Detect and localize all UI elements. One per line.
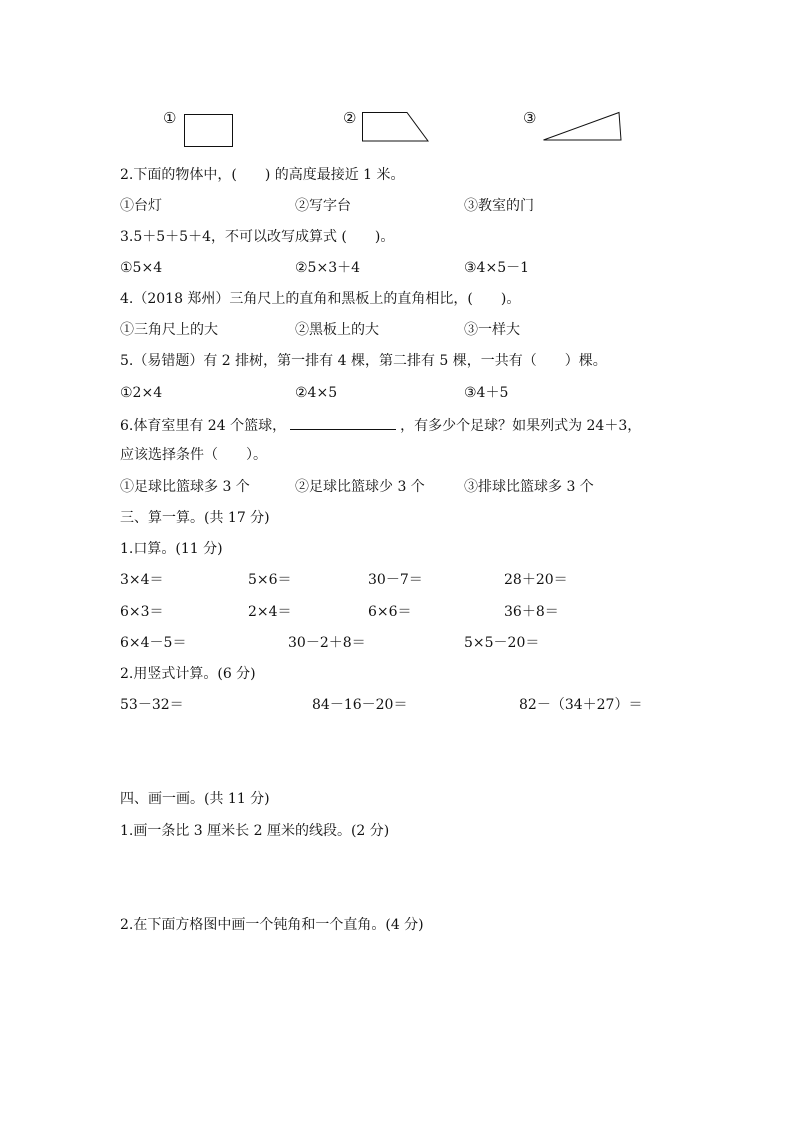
question-3-option-2: ②5×3＋4 bbox=[295, 260, 361, 276]
oral-calc-item: 3×4＝ bbox=[120, 572, 164, 588]
question-6-stem-line-2: 应该选择条件（ ）。 bbox=[120, 447, 267, 463]
question-6-stem-part-2: ，有多少个足球？如果列式为 24＋3， bbox=[400, 418, 642, 434]
shape-3-label: ③ bbox=[523, 109, 537, 127]
question-6-stem bbox=[120, 415, 641, 435]
oral-calc-item: 6×4－5＝ bbox=[120, 635, 187, 651]
question-4-option-3: ③一样大 bbox=[464, 322, 520, 338]
question-6-option-3: ③排球比篮球多 3 个 bbox=[464, 479, 594, 495]
question-6-option-2: ②足球比篮球少 3 个 bbox=[295, 479, 425, 495]
answer-blank[interactable] bbox=[290, 415, 396, 430]
shape-2-label: ② bbox=[343, 109, 357, 127]
oral-calc-item: 36＋8＝ bbox=[504, 604, 559, 620]
question-3-stem: 3.5＋5＋5＋4，不可以改写成算式 ( )。 bbox=[120, 229, 395, 245]
question-4-option-1: ①三角尺上的大 bbox=[120, 322, 218, 338]
vertical-calc-item: 82－（34＋27）＝ bbox=[519, 697, 643, 713]
draw-question-1: 1.画一条比 3 厘米长 2 厘米的线段。(2 分) bbox=[120, 823, 390, 839]
question-4-stem: 4.（2018 郑州）三角尺上的直角和黑板上的直角相比，( )。 bbox=[120, 291, 521, 307]
question-2-option-2: ②写字台 bbox=[295, 198, 351, 214]
trapezoid-shape bbox=[362, 112, 430, 142]
question-5-option-1: ①2×4 bbox=[120, 385, 163, 401]
oral-calc-item: 6×3＝ bbox=[120, 604, 164, 620]
question-4-option-2: ②黑板上的大 bbox=[295, 322, 379, 338]
oral-calc-item: 5×5－20＝ bbox=[464, 635, 540, 651]
vertical-calc-title: 2.用竖式计算。(6 分) bbox=[120, 666, 256, 682]
vertical-calc-item: 84－16－20＝ bbox=[312, 697, 408, 713]
question-2-stem: 2.下面的物体中，( ) 的高度最接近 1 米。 bbox=[120, 167, 405, 183]
question-6-option-1: ①足球比篮球多 3 个 bbox=[120, 479, 250, 495]
vertical-calc-item: 53－32＝ bbox=[120, 697, 184, 713]
section-3-title: 三、算一算。(共 17 分) bbox=[120, 510, 270, 526]
oral-calc-item: 6×6＝ bbox=[368, 604, 412, 620]
question-2-option-3: ③教室的门 bbox=[464, 198, 534, 214]
draw-question-2: 2.在下面方格图中画一个钝角和一个直角。(4 分) bbox=[120, 917, 424, 933]
question-2-option-1: ①台灯 bbox=[120, 198, 162, 214]
shape-1-label: ① bbox=[163, 109, 177, 127]
oral-calc-item: 30－7＝ bbox=[368, 572, 423, 588]
oral-calc-title: 1.口算。(11 分) bbox=[120, 541, 223, 557]
question-5-stem: 5.（易错题）有 2 排树，第一排有 4 棵，第二排有 5 棵，一共有（ ）棵。 bbox=[120, 353, 607, 369]
rectangle-shape bbox=[184, 114, 234, 148]
section-4-title: 四、画一画。(共 11 分) bbox=[120, 791, 270, 807]
question-3-option-1: ①5×4 bbox=[120, 260, 163, 276]
oral-calc-item: 5×6＝ bbox=[248, 572, 292, 588]
oral-calc-item: 2×4＝ bbox=[248, 604, 292, 620]
oral-calc-item: 30－2＋8＝ bbox=[288, 635, 366, 651]
question-3-option-3: ③4×5－1 bbox=[464, 260, 530, 276]
oral-calc-item: 28＋20＝ bbox=[504, 572, 568, 588]
question-5-option-2: ②4×5 bbox=[295, 385, 338, 401]
question-5-option-3: ③4＋5 bbox=[464, 385, 509, 401]
question-6-stem-part-1: 6.体育室里有 24 个篮球， bbox=[120, 418, 287, 434]
triangle-shape bbox=[543, 112, 623, 142]
